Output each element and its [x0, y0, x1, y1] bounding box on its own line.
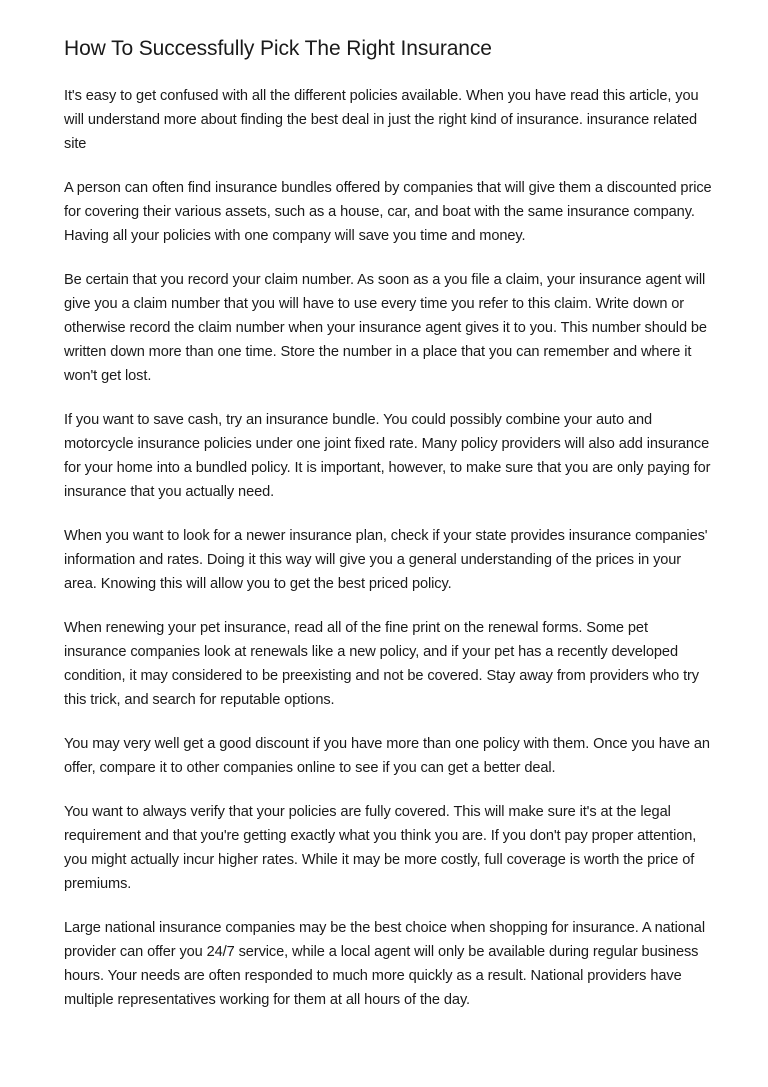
paragraph-save-cash: If you want to save cash, try an insurance bundle. You could possibly combine your auto and motorcycle insurance policies under one joint fixed rate. Many policy providers will also add insurance for your home into a bundled policy. It is important, however, to make sure that you are only paying for insurance that you actually need.: [64, 412, 711, 500]
paragraph-coverage: You want to always verify that your policies are fully covered. This will make sure it's at the legal requirement and that you're getting exactly what you think you are. If you don't pay proper attention, you might actually incur higher rates. While it may be more costly, full coverage is worth the price of premiums.: [64, 804, 697, 892]
paragraph-newer-plan: When you want to look for a newer insurance plan, check if your state provides insurance companies' information and rates. Doing it this way will give you a general understanding of the prices in your area. Knowing this will allow you to get the best priced policy.: [64, 528, 708, 592]
paragraph-pet-insurance: When renewing your pet insurance, read all of the fine print on the renewal forms. Some pet insurance companies look at renewals like a new policy, and if your pet has a recently developed condition, it may considered to be preexisting and not be covered. Stay away from providers who try this trick, and search for reputable options.: [64, 620, 699, 708]
paragraph-national-companies: Large national insurance companies may be the best choice when shopping for insurance. A national provider can offer you 24/7 service, while a local agent will only be available during regular business hours. Your needs are often responded to much more quickly as a result. National providers have multiple representatives working for them at all hours of the day.: [64, 920, 705, 1008]
paragraph-bundles: A person can often find insurance bundles offered by companies that will give them a discounted price for covering their various assets, such as a house, car, and boat with the same insurance company. Having all your policies with one company will save you time and money.: [64, 180, 712, 244]
page-title: How To Successfully Pick The Right Insurance: [64, 37, 492, 60]
document-page: [64, 34, 714, 1032]
paragraph-discount: You may very well get a good discount if you have more than one policy with them. Once you have an offer, compare it to other companies online to see if you can get a better deal.: [64, 736, 710, 776]
paragraph-intro: It's easy to get confused with all the different policies available. When you have read this article, you will understand more about finding the best deal in just the right kind of insurance. insurance related site: [64, 88, 699, 152]
paragraph-claim-number: Be certain that you record your claim number. As soon as a you file a claim, your insurance agent will give you a claim number that you will have to use every time you refer to this claim. Write down or otherwise record the claim number when your insurance agent gives it to you. This number should be written down more than one time. Store the number in a place that you can remember and where it won't get lost.: [64, 272, 707, 384]
